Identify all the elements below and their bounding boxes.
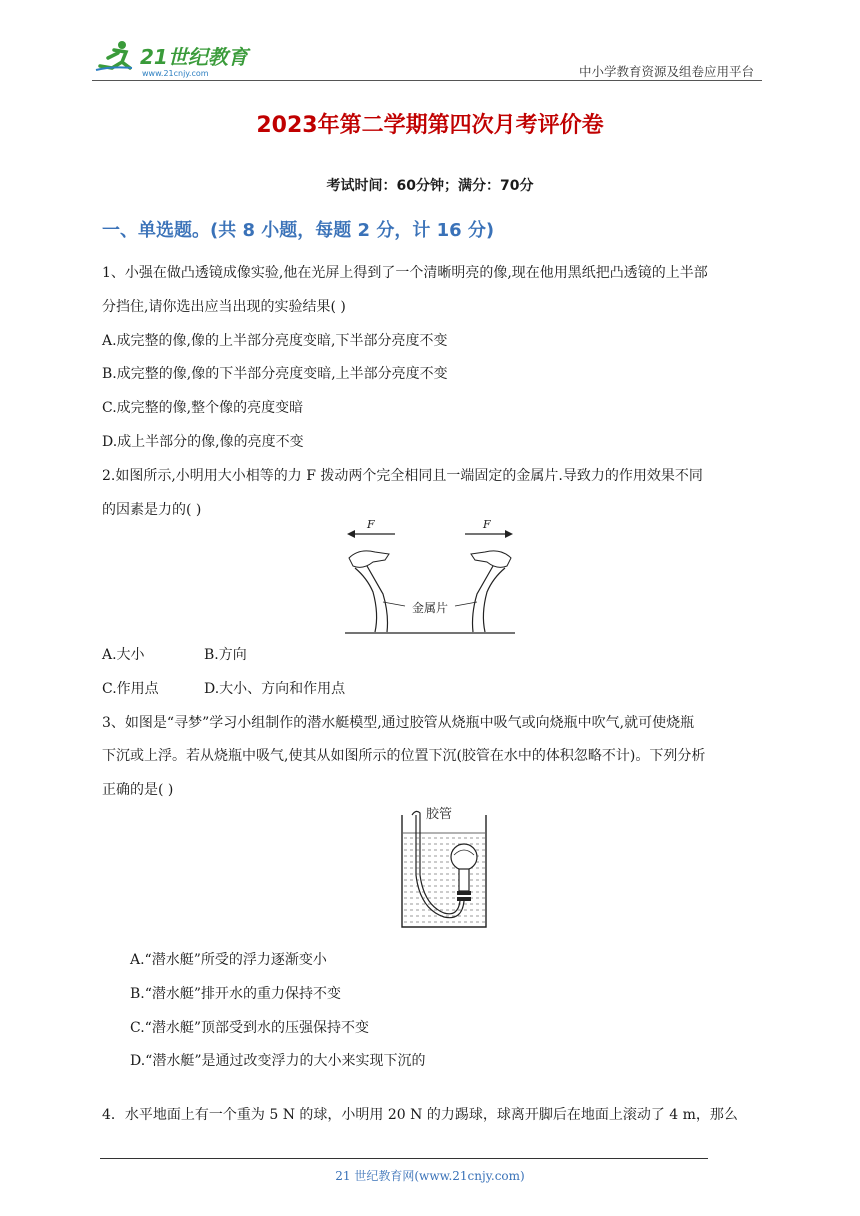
q3-option-d: D.“潜水艇”是通过改变浮力的大小来实现下沉的 <box>130 1053 426 1069</box>
q3-stem-line2: 下沉或上浮。若从烧瓶中吸气,使其从如图所示的位置下沉(胶管在水中的体积忽略不计)。下列分析 <box>102 748 706 764</box>
logo <box>92 38 267 80</box>
runner-icon <box>96 41 132 70</box>
platform-name: 中小学教育资源及组卷应用平台 <box>578 64 754 79</box>
q2-stem-line1: 2.如图所示,小明用大小相等的力 F 拨动两个完全相同且一端固定的金属片.导致力的作用效果不同 <box>102 468 703 484</box>
q3-option-b: B.“潜水艇”排开水的重力保持不变 <box>130 986 342 1002</box>
q1-stem-line2: 分挡住,请你选出应当出现的实验结果( ) <box>102 299 346 315</box>
svg-text:F: F <box>367 518 375 531</box>
q3-option-a: A.“潜水艇”所受的浮力逐渐变小 <box>130 952 327 968</box>
exam-info: 考试时间：60分钟；满分：70分 <box>326 178 534 194</box>
q3-stem-line3: 正确的是( ) <box>102 782 174 798</box>
q2-figure <box>345 518 515 636</box>
footer-link[interactable]: 21 世纪教育网(www.21cnjy.com) <box>335 1169 525 1183</box>
svg-text:胶管: 胶管 <box>426 807 453 822</box>
q3-option-c: C.“潜水艇”顶部受到水的压强保持不变 <box>130 1020 369 1036</box>
page-title: 2023年第二学期第四次月考评价卷 <box>256 113 604 138</box>
svg-text:www.21cnjy.com: www.21cnjy.com <box>142 69 209 78</box>
q2-option-b: B.方向 <box>204 647 247 663</box>
q1-option-b: B.成完整的像,像的下半部分亮度变暗,上半部分亮度不变 <box>102 366 448 382</box>
q2-option-a: A.大小 <box>102 647 145 663</box>
svg-text:F: F <box>483 518 491 531</box>
q2-option-c: C.作用点 <box>102 681 159 697</box>
q1-stem-line1: 1、小强在做凸透镜成像实验,他在光屏上得到了一个清晰明亮的像,现在他用黑纸把凸透镜的上半部 <box>102 265 708 281</box>
q2-option-d: D.大小、方向和作用点 <box>204 681 346 697</box>
svg-text:金属片: 金属片 <box>411 601 449 615</box>
footer-divider <box>100 1158 708 1159</box>
q2-stem-line2: 的因素是力的( ) <box>102 502 202 518</box>
q1-option-a: A.成完整的像,像的上半部分亮度变暗,下半部分亮度不变 <box>102 333 448 349</box>
q3-stem-line1: 3、如图是“寻梦”学习小组制作的潜水艇模型,通过胶管从烧瓶中吸气或向烧瓶中吹气,就可使烧瓶 <box>102 715 695 731</box>
q3-figure <box>398 805 490 930</box>
svg-text:21世纪教育: 21世纪教育 <box>140 45 248 69</box>
header-divider <box>92 80 762 81</box>
q1-option-d: D.成上半部分的像,像的亮度不变 <box>102 434 304 450</box>
section-heading: 一、单选题。(共 8 小题，每题 2 分，计 16 分) <box>102 220 495 241</box>
q4-stem-line1: 4．水平地面上有一个重为 5 N 的球，小明用 20 N 的力踢球，球离开脚后在地面上滚动了 4 m，那么 <box>102 1107 738 1123</box>
q1-option-c: C.成完整的像,整个像的亮度变暗 <box>102 400 304 416</box>
